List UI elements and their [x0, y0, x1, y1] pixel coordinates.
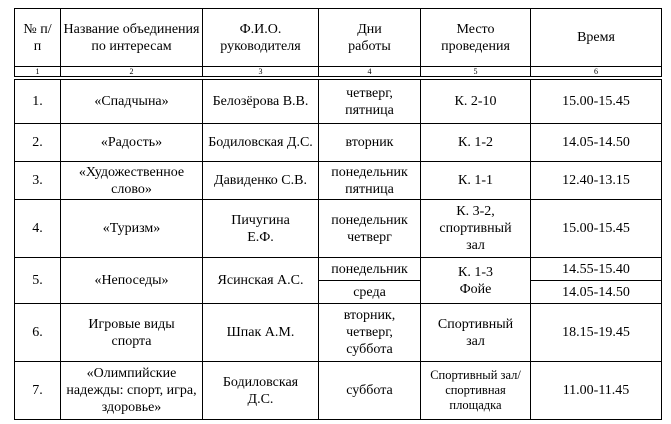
table-row	[15, 162, 662, 200]
column-number: 6	[531, 67, 662, 77]
table-row	[15, 304, 662, 362]
work-days: понедельник	[319, 258, 421, 281]
table-row	[15, 124, 662, 162]
table-row	[15, 80, 662, 124]
column-number-row	[15, 67, 662, 77]
leader-name: Шпак А.М.	[203, 304, 319, 362]
table-row	[15, 258, 662, 281]
work-days: среда	[319, 281, 421, 304]
location: Спортивный зал	[421, 304, 531, 362]
header-row	[15, 9, 662, 67]
work-days: вторник, четверг, суббота	[319, 304, 421, 362]
column-number: 5	[421, 67, 531, 77]
row-number: 5.	[15, 258, 61, 304]
work-days: вторник	[319, 124, 421, 162]
column-number: 4	[319, 67, 421, 77]
row-number: 4.	[15, 200, 61, 258]
row-number: 1.	[15, 80, 61, 124]
table-row	[15, 200, 662, 258]
location: К. 1-2	[421, 124, 531, 162]
location: Спортивный зал/спортивная площадка	[421, 362, 531, 420]
table-row	[15, 362, 662, 420]
header-name: Название объединения по интересам	[61, 9, 203, 67]
time-slot: 14.55-15.40	[531, 258, 662, 281]
leader-name: Белозёрова В.В.	[203, 80, 319, 124]
row-number: 3.	[15, 162, 61, 200]
header-leader: Ф.И.О. руководителя	[203, 9, 319, 67]
row-number: 6.	[15, 304, 61, 362]
column-number: 1	[15, 67, 61, 77]
group-name: «Непоседы»	[61, 258, 203, 304]
group-name: Игровые виды спорта	[61, 304, 203, 362]
time-slot: 18.15-19.45	[531, 304, 662, 362]
time-slot: 12.40-13.15	[531, 162, 662, 200]
time-slot: 15.00-15.45	[531, 200, 662, 258]
group-name: «Спадчына»	[61, 80, 203, 124]
row-number: 2.	[15, 124, 61, 162]
header-place: Место проведения	[421, 9, 531, 67]
header-number: № п/п	[15, 9, 61, 67]
work-days: понедельник пятница	[319, 162, 421, 200]
location: К. 2-10	[421, 80, 531, 124]
work-days: суббота	[319, 362, 421, 420]
leader-name: Пичугина Е.Ф.	[203, 200, 319, 258]
leader-name: Ясинская А.С.	[203, 258, 319, 304]
leader-name: Бодиловская Д.С.	[203, 124, 319, 162]
time-slot: 14.05-14.50	[531, 124, 662, 162]
group-name: «Олимпийские надежды: спорт, игра, здоровье»	[61, 362, 203, 420]
group-name: «Радость»	[61, 124, 203, 162]
location: К. 1-1	[421, 162, 531, 200]
work-days: четверг, пятница	[319, 80, 421, 124]
column-number: 2	[61, 67, 203, 77]
group-name: «Художественное слово»	[61, 162, 203, 200]
location: К. 3-2, спортивный зал	[421, 200, 531, 258]
header-days: Дни работы	[319, 9, 421, 67]
column-number: 3	[203, 67, 319, 77]
group-name: «Туризм»	[61, 200, 203, 258]
leader-name: Бодиловская Д.С.	[203, 362, 319, 420]
time-slot: 11.00-11.45	[531, 362, 662, 420]
time-slot: 14.05-14.50	[531, 281, 662, 304]
header-time: Время	[531, 9, 662, 67]
work-days: понедельник четверг	[319, 200, 421, 258]
time-slot: 15.00-15.45	[531, 80, 662, 124]
location: К. 1-3 Фойе	[421, 258, 531, 304]
leader-name: Давиденко С.В.	[203, 162, 319, 200]
schedule-table	[14, 8, 662, 420]
row-number: 7.	[15, 362, 61, 420]
